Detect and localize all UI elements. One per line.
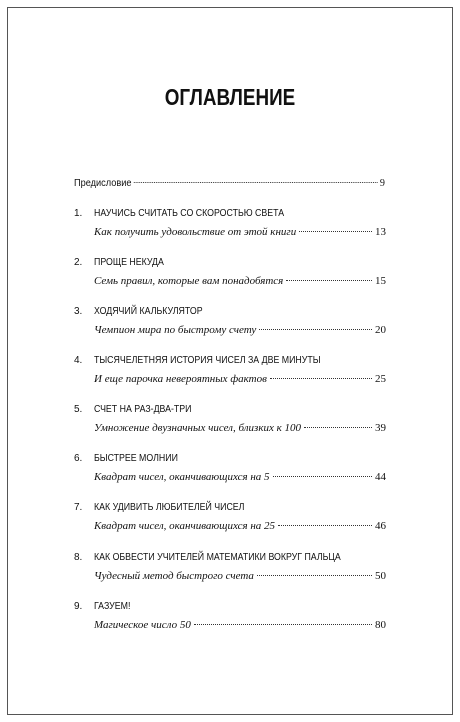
page-number: 20: [375, 324, 386, 336]
chapter-subtitle-line[interactable]: [94, 275, 386, 287]
page-number: 25: [375, 373, 386, 385]
chapter-heading[interactable]: [74, 257, 386, 268]
dot-leader: [273, 476, 372, 477]
chapter-heading[interactable]: [74, 404, 386, 415]
chapter-number: 6.: [74, 453, 83, 464]
chapter-subtitle-line[interactable]: [94, 324, 386, 336]
dot-leader: [304, 427, 372, 428]
chapter-heading[interactable]: [74, 208, 386, 219]
chapter-number: 4.: [74, 355, 83, 366]
chapter-subtitle-line[interactable]: [94, 226, 386, 238]
chapter-heading[interactable]: [74, 601, 386, 612]
dot-leader: [259, 329, 372, 330]
toc-entry-preface[interactable]: [74, 177, 385, 189]
page-number: 80: [375, 619, 386, 631]
chapter-heading[interactable]: [74, 306, 386, 317]
page-number: 44: [375, 471, 386, 483]
dot-leader: [286, 280, 372, 281]
page-number: 9: [379, 177, 385, 189]
chapter-title: ГАЗУЕМ!: [94, 601, 131, 612]
chapter-heading[interactable]: [74, 453, 386, 464]
chapter-number: 7.: [74, 502, 83, 513]
chapter-subtitle: Чудесный метод быстрого счета: [94, 570, 254, 582]
chapter-number: 8.: [74, 552, 83, 563]
page-number: 39: [375, 422, 386, 434]
chapter-subtitle-line[interactable]: [94, 619, 386, 631]
chapter-subtitle-line[interactable]: [94, 471, 386, 483]
chapter-subtitle: Умножение двузначных чисел, близких к 100: [94, 422, 301, 434]
chapter-subtitle-line[interactable]: [94, 520, 386, 532]
chapter-heading[interactable]: [74, 502, 386, 513]
dot-leader: [278, 525, 372, 526]
chapter-subtitle: Квадрат чисел, оканчивающихся на 25: [94, 520, 276, 532]
chapter-subtitle: Семь правил, которые вам понадобятся: [94, 275, 284, 287]
chapter-subtitle: И еще парочка невероятных фактов: [94, 373, 267, 385]
chapter-subtitle-line[interactable]: [94, 422, 386, 434]
page-number: 15: [375, 275, 386, 287]
chapter-title: НАУЧИСЬ СЧИТАТЬ СО СКОРОСТЬЮ СВЕТА: [94, 208, 285, 219]
dot-leader: [257, 575, 372, 576]
page-number: 13: [375, 226, 386, 238]
chapter-heading[interactable]: [74, 552, 386, 563]
page-title: ОГЛАВЛЕНИЕ: [164, 84, 296, 110]
chapter-subtitle: Магическое число 50: [94, 619, 191, 631]
chapter-number: 5.: [74, 404, 83, 415]
chapter-number: 3.: [74, 306, 83, 317]
chapter-title: БЫСТРЕЕ МОЛНИИ: [94, 453, 178, 464]
chapter-title: КАК УДИВИТЬ ЛЮБИТЕЛЕЙ ЧИСЕЛ: [94, 502, 245, 513]
chapter-subtitle-line[interactable]: [94, 373, 386, 385]
chapter-title: ТЫСЯЧЕЛЕТНЯЯ ИСТОРИЯ ЧИСЕЛ ЗА ДВЕ МИНУТЫ: [94, 355, 321, 366]
chapter-number: 9.: [74, 601, 83, 612]
chapter-title: КАК ОБВЕСТИ УЧИТЕЛЕЙ МАТЕМАТИКИ ВОКРУГ ПАЛЬЦА: [94, 552, 341, 563]
chapter-number: 1.: [74, 208, 83, 219]
page-number: 46: [375, 520, 386, 532]
page-number: 50: [375, 570, 386, 582]
chapter-subtitle: Чемпион мира по быстрому счету: [94, 324, 257, 336]
preface-label: Предисловие: [74, 178, 132, 189]
dot-leader: [134, 182, 377, 183]
chapter-title: СЧЕТ НА РАЗ-ДВА-ТРИ: [94, 404, 192, 415]
chapter-subtitle: Как получить удовольствие от этой книги: [94, 226, 297, 238]
dot-leader: [270, 378, 372, 379]
chapter-title: ХОДЯЧИЙ КАЛЬКУЛЯТОР: [94, 306, 203, 317]
chapter-number: 2.: [74, 257, 83, 268]
dot-leader: [194, 624, 372, 625]
chapter-heading[interactable]: [74, 355, 386, 366]
chapter-subtitle-line[interactable]: [94, 570, 386, 582]
dot-leader: [299, 231, 372, 232]
chapter-subtitle: Квадрат чисел, оканчивающихся на 5: [94, 471, 270, 483]
chapter-title: ПРОЩЕ НЕКУДА: [94, 257, 164, 268]
